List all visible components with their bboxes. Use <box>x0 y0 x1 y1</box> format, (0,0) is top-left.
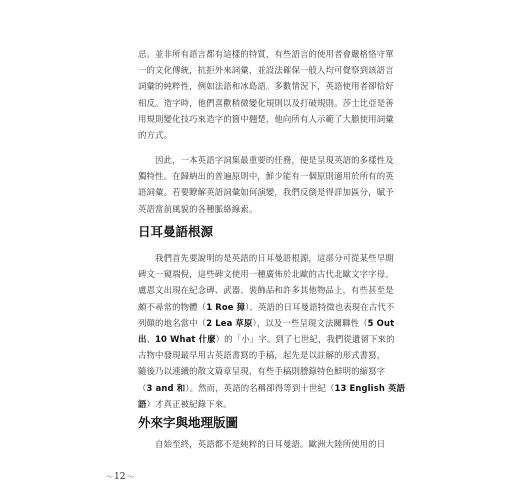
paragraph-line: 因此，一本英語字詞集最重要的任務，便是呈現英語的多樣性及 <box>138 155 394 165</box>
cross-reference: 語 <box>138 398 147 409</box>
paragraph-line: 出、10 What 什麼）的「小」字。到了七世紀，我們從遺留下來的 <box>138 334 395 345</box>
paragraph-line: 詞彙的純粹性，例如法語和冰島語。多數情況下，英語使用者卻恰好 <box>138 81 394 92</box>
paragraph-line: 我們首先要說明的是英語的日耳曼語根源，這部分可從某些早期 <box>138 253 394 263</box>
cross-reference: 3 and 和 <box>146 382 186 393</box>
paragraph-intro-continued <box>138 46 394 143</box>
paragraph-line: 忌。並非所有語言都有這樣的特質，有些語言的使用者會嚴格恪守單 <box>138 49 394 59</box>
cross-reference: 13 English 英語 <box>334 382 406 393</box>
cross-reference: 1 Roe 獐 <box>206 301 246 312</box>
paragraph-line: （3 and 和）。然而，英語的名稱卻得等到十世紀（13 English 英語 <box>138 382 406 393</box>
folio-left-ornament: 〜 <box>106 473 112 481</box>
paragraph-line: 盧恩文出現在紀念碑、武器、裝飾品和許多其他物品上，有些甚至是 <box>138 285 394 296</box>
paragraph-line: 相反。造字時，他們喜歡稍微變化規則以及打破規則。莎士比亞是善 <box>138 97 394 108</box>
paragraph-line: 一的文化傳統，抗拒外來詞彙，並設法確保一般人均可覺察到該語言 <box>138 65 394 76</box>
paragraph-line: 頗不尋常的物體（1 Roe 獐）。英語的日耳曼語特徵也表現在古代不 <box>138 301 395 312</box>
paragraph-line: 隨後乃以連續的散文篇章呈現，有些手稿則謄錄特色鮮明的縮寫字 <box>138 366 386 377</box>
page-folio <box>106 472 133 482</box>
paragraph-line: 獨特性。在歸納出的普遍原則中，鮮少能有一個原則適用於所有的英 <box>138 171 394 182</box>
paragraph-line: 語詞彙。若要瞭解英語詞彙如何演變，我們反倒是得詳加區分，賦予 <box>138 187 394 198</box>
paragraph-line: 語）才真正被紀錄下來。 <box>138 398 232 409</box>
paragraph-line: 古物中發現最早用古英語書寫的手稿，起先是以註解的形式書寫， <box>138 350 386 361</box>
cross-reference: 10 What 什麼 <box>155 334 216 345</box>
cross-reference: 出 <box>138 334 147 345</box>
paragraph-loanwords <box>138 436 386 452</box>
section-heading-loanwords: 外來字與地理版圖 <box>138 415 239 430</box>
paragraph-line: 用規則變化技巧來造字的箇中翹楚，他向所有人示範了大膽使用詞彙 <box>138 113 394 124</box>
paragraph-line: 列顛的地名當中（2 Lea 草原），以及一些呈現文法關聯性（5 Out <box>138 317 395 328</box>
cross-reference: 2 Lea 草原 <box>206 317 253 328</box>
paragraph-line: 碑文一窺端倪，這些碑文使用一種廣佈於北歐的古代北歐文字字母。 <box>138 269 394 280</box>
paragraph-line: 的方式。 <box>138 130 173 141</box>
paragraph-germanic-roots <box>138 250 406 412</box>
cross-reference: 5 Out <box>367 317 395 328</box>
folio-right-ornament: 〜 <box>127 473 134 481</box>
paragraph-line: 自始至終，英語都不是純粹的日耳曼語。歐洲大陸所使用的日 <box>138 439 386 449</box>
page-number: 12 <box>114 472 126 482</box>
paragraph-intro-task <box>138 152 394 217</box>
section-heading-germanic-roots: 日耳曼語根源 <box>138 224 214 239</box>
paragraph-line: 英語當前風貌的各種脈絡線索。 <box>138 203 258 214</box>
